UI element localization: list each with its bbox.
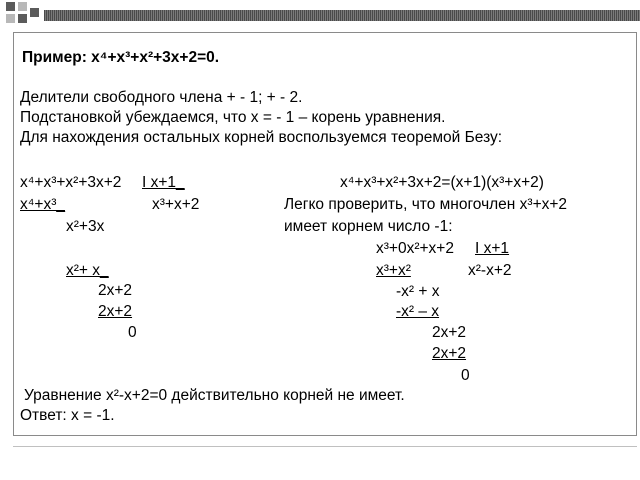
- right-remainder-1: -x² + x: [396, 283, 440, 300]
- left-divisor: I x+1_: [142, 174, 185, 191]
- left-subtrahend-3: 2x+2: [98, 303, 133, 320]
- bezout-line: Для нахождения остальных корней воспользуемся теоремой Безу:: [20, 129, 503, 146]
- factorization: x⁴+x³+x²+3x+2=(x+1)(x³+x+2): [340, 174, 544, 191]
- decorative-square: [6, 2, 15, 11]
- left-subtrahend-2: x²+ x_: [66, 262, 109, 279]
- check-line-1: Легко проверить, что многочлен x³+x+2: [284, 196, 568, 213]
- substitution-line: Подстановкой убеждаемся, что x = - 1 – корень уравнения.: [20, 109, 446, 126]
- decorative-stripe: [44, 10, 640, 21]
- right-divisor: I x+1: [475, 240, 510, 257]
- example-heading: Пример: x⁴+x³+x²+3x+2=0.: [22, 49, 220, 66]
- right-subtrahend-1: x³+x²: [376, 262, 411, 279]
- right-remainder-2: 2x+2: [432, 324, 467, 341]
- decorative-header-band: [0, 0, 640, 26]
- left-quotient: x³+x+2: [152, 196, 200, 213]
- left-subtrahend-1: x⁴+x³_: [20, 196, 65, 213]
- decorative-square: [18, 2, 27, 11]
- right-quotient: x²-x+2: [468, 262, 512, 279]
- divisors-line: Делители свободного члена + - 1; + - 2.: [20, 89, 303, 106]
- right-subtrahend-2: -x² – x: [396, 303, 440, 320]
- left-remainder-2: 2x+2: [98, 282, 133, 299]
- bottom-divider: [13, 446, 637, 447]
- decorative-square: [30, 8, 39, 17]
- check-line-2: имеет корнем число -1:: [284, 218, 453, 235]
- right-dividend: x³+0x²+x+2: [376, 240, 454, 257]
- answer-line: Ответ: x = -1.: [20, 407, 115, 424]
- decorative-square: [18, 14, 27, 23]
- decorative-square: [6, 14, 15, 23]
- left-dividend: x⁴+x³+x²+3x+2: [20, 174, 122, 191]
- left-remainder-final: 0: [128, 324, 137, 341]
- conclusion-line: Уравнение x²-x+2=0 действительно корней не имеет.: [24, 387, 405, 404]
- left-remainder-1: x²+3x: [66, 218, 105, 235]
- right-remainder-final: 0: [461, 367, 470, 384]
- right-subtrahend-3: 2x+2: [432, 345, 467, 362]
